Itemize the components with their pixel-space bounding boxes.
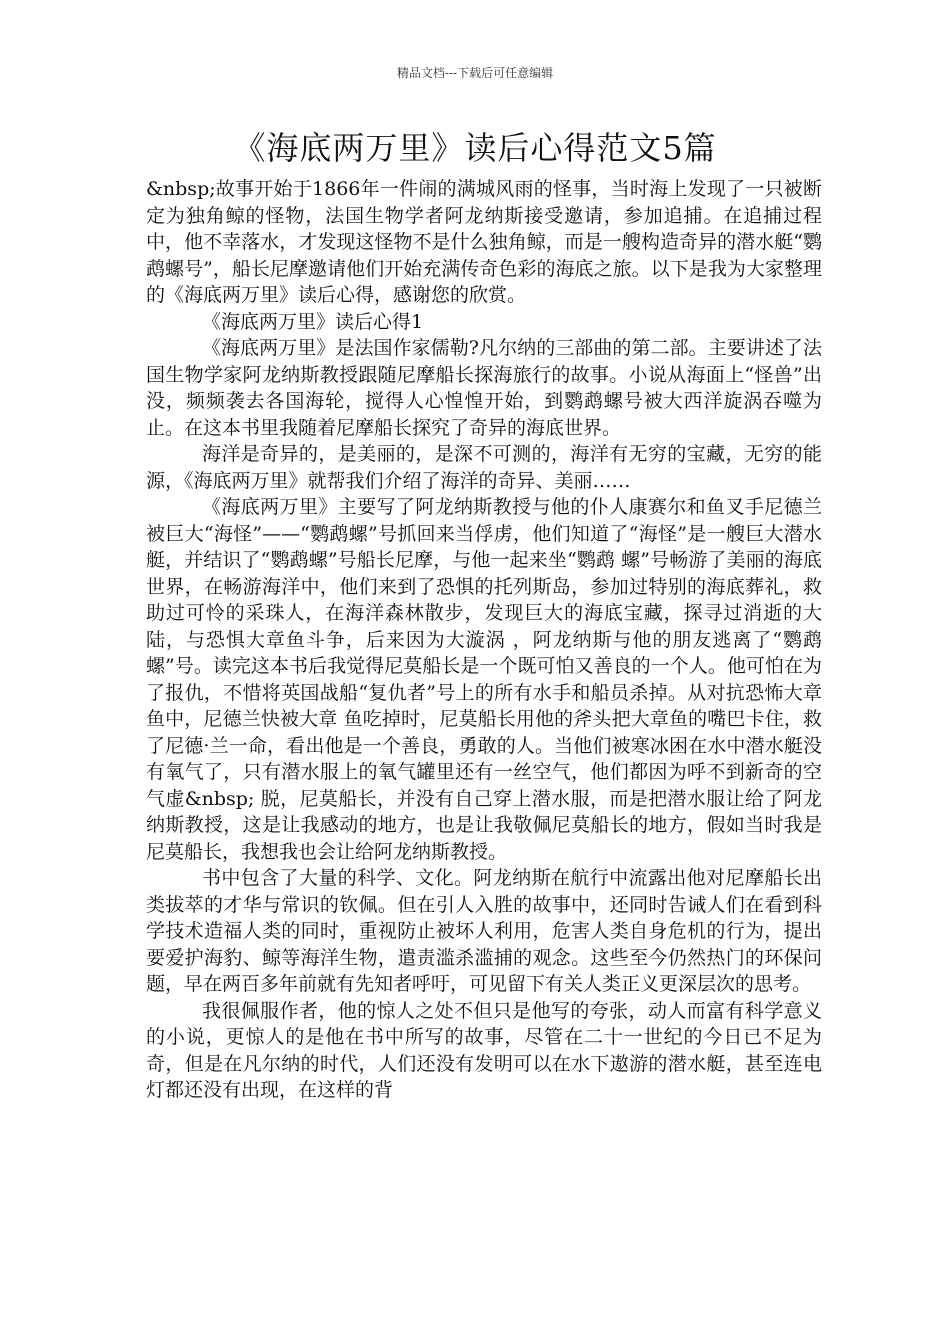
document-title: 《海底两万里》读后心得范文5篇	[233, 129, 717, 167]
paragraph: &nbsp;故事开始于1866年一件闹的满城风雨的怪事，当时海上发现了一只被断定为独角鲸的怪物，法国生物学者阿龙纳斯接受邀请，参加追捕。在追捕过程中，他不幸落水，才发现这怪物不是什么独角鲸，而是一艘构造奇异的潜水艇“鹦鹉螺号”，船长尼摩邀请他们开始充满传奇色彩的海底之旅。以下是我为大家整理的《海底两万里》读后心得，感谢您的欣赏。	[146, 178, 822, 306]
paragraph: 《海底两万里》主要写了阿龙纳斯教授与他的仆人康赛尔和鱼叉手尼德兰被巨大“海怪”——“鹦鹉螺”号抓回来当俘虏，他们知道了“海怪”是一艘巨大潜水艇，并结识了“鹦鹉螺”号船长尼摩，与他一起来坐“鹦鹉 螺”号畅游了美丽的海底世界，在畅游海洋中，他们来到了恐惧的托列斯岛，参加过特别的海底葬礼，救助过可怜的采珠人，在海洋森林散步，发现巨大的海底宝藏，探寻过消逝的大陆，与恐惧大章鱼斗争，后来因为大漩涡 ，阿龙纳斯与他的朋友逃离了“鹦鹉螺”号。读完这本书后我觉得尼莫船长是一个既可怕又善良的一个人。他可怕在为了报仇，不惜将英国战船“复仇者”号上的所有水手和船员杀掉。从对抗恐怖大章鱼中，尼德兰快被大章 鱼吃掉时，尼莫船长用他的斧头把大章鱼的嘴巴卡住，救了尼德·兰一命，看出他是一个善良，勇敢的人。当他们被寒冰困在水中潜水艇没有氧气了，只有潜水服上的氧气罐里还有一丝空气，他们都因为呼不到新奇的空气虚&nbsp; 脱，尼莫船长，并没有自己穿上潜水服，而是把潜水服让给了阿龙纳斯教授，这是让我感动的地方，也是让我敬佩尼莫船长的地方，假如当时我是尼莫船长，我想我也会让给阿龙纳斯教授。	[146, 496, 822, 863]
page-header: 精品文档---下载后可任意编辑	[396, 66, 554, 80]
paragraph: 海洋是奇异的，是美丽的，是深不可测的，海洋有无穷的宝藏，无穷的能源，《海底两万里》就帮我们介绍了海洋的奇异、美丽……	[146, 443, 822, 492]
document-body	[146, 176, 822, 1104]
section-heading: 《海底两万里》读后心得1	[202, 310, 424, 333]
paragraph: 书中包含了大量的科学、文化。阿龙纳斯在航行中流露出他对尼摩船长出类拔萃的才华与常识的钦佩。但在引人入胜的故事中，还同时告诫人们在看到科学技术造福人类的同时，重视防止被坏人利用，危害人类自身危机的行为，提出要爱护海豹、鲸等海洋生物，遣责滥杀滥捕的观念。这些至今仍然热门的环保问题，早在两百多年前就有先知者呼吁，可见留下有关人类正义更深层次的思考。	[146, 867, 822, 995]
paragraph: 《海底两万里》是法国作家儒勒?凡尔纳的三部曲的第二部。主要讲述了法国生物学家阿龙纳斯教授跟随尼摩船长探海旅行的故事。小说从海面上“怪兽”出没，频频袭去各国海轮，搅得人心惶惶开始，到鹦鹉螺号被大西洋旋涡吞噬为止。在这本书里我随着尼摩船长探究了奇异的海底世界。	[146, 337, 822, 439]
paragraph: 我很佩服作者，他的惊人之处不但只是他写的夸张，动人而富有科学意义的小说，更惊人的是他在书中所写的故事，尽管在二十一世纪的今日已不足为奇，但是在凡尔纳的时代，人们还没有发明可以在水下遨游的潜水艇，甚至连电灯都还没有出现，在这样的背	[146, 999, 822, 1101]
